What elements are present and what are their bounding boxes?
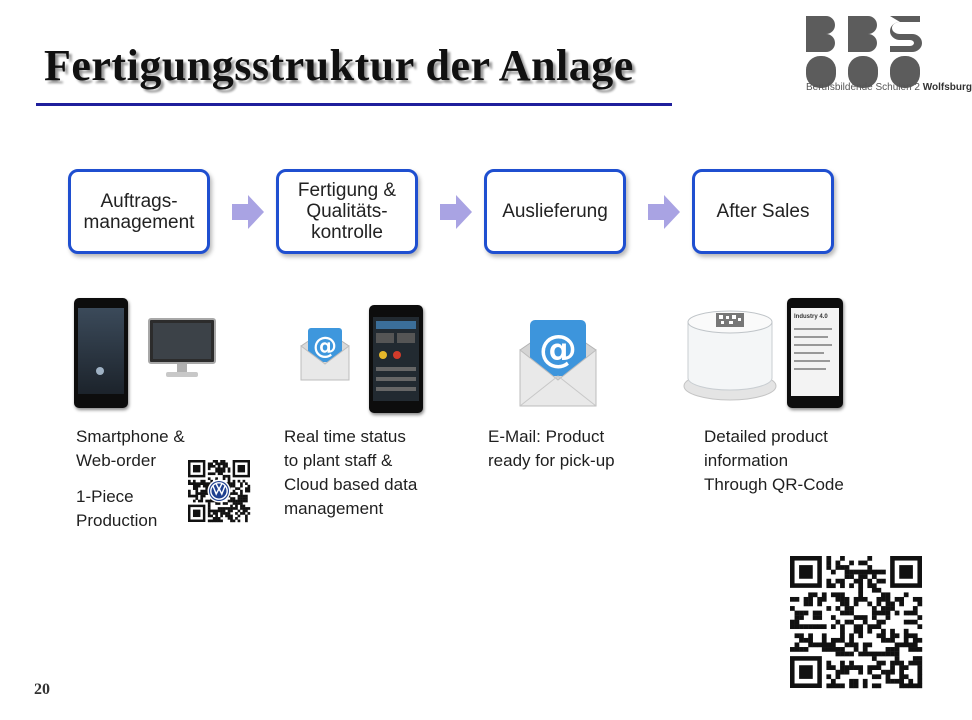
product-container-icon — [680, 308, 780, 404]
logo-letters: BBS — [926, 44, 929, 45]
step-label: After Sales — [716, 201, 810, 222]
email-icon — [300, 326, 350, 382]
title-underline — [36, 103, 672, 106]
step-auftragsmanagement — [68, 169, 210, 254]
step-label: Auslieferung — [502, 201, 608, 222]
arrow-right-icon — [440, 195, 472, 229]
phone-heading: Industry 4.0 — [794, 314, 828, 320]
svg-text:@: @ — [539, 327, 577, 371]
qr-code-large-icon — [790, 556, 922, 688]
arrow-right-icon — [232, 195, 264, 229]
step-fertigung — [276, 169, 418, 254]
caption-email-pickup: E-Mail: Product ready for pick-up — [488, 427, 615, 470]
step-after-sales — [692, 169, 834, 254]
monitor-icon — [148, 318, 216, 380]
step-label: Auftrags- management — [83, 190, 195, 233]
smartphone-status-icon — [369, 305, 423, 413]
arrow-right-icon — [648, 195, 680, 229]
smartphone-info-icon — [787, 298, 843, 408]
page-number: 20 — [34, 681, 50, 698]
email-large-icon — [518, 318, 598, 408]
svg-text:@: @ — [313, 332, 337, 360]
step-label: Fertigung & Qualitäts- kontrolle — [297, 180, 397, 243]
caption-product-info: Detailed product information Through QR-Code — [704, 427, 844, 494]
step-auslieferung — [484, 169, 626, 254]
smartphone-icon — [74, 298, 128, 408]
caption-real-time-status: Real time status to plant staff & Cloud based data management — [284, 427, 418, 518]
caption-one-piece-production: 1-Piece Production — [76, 487, 158, 530]
slide-title: Fertigungsstruktur der Anlage — [44, 41, 634, 90]
logo-caption: Berufsbildende Schulen 2 Wolfsburg — [806, 82, 972, 93]
vw-logo-icon — [207, 479, 231, 503]
caption-smartphone-web-order: Smartphone & Web-order — [76, 427, 185, 470]
